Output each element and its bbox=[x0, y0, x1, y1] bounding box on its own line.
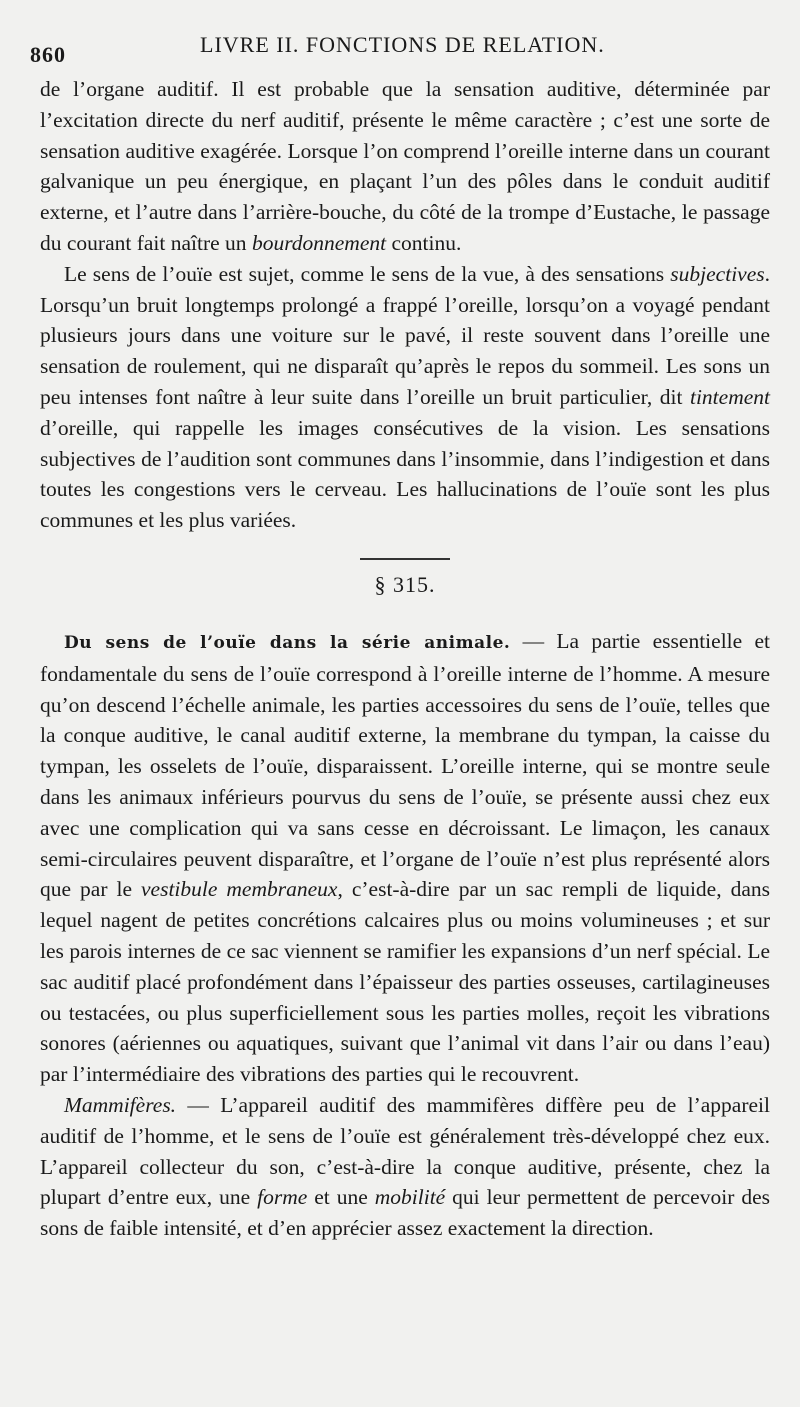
paragraph-2-text-a: Le sens de l’ouïe est sujet, comme le sens de la vue, à des sensations bbox=[64, 261, 671, 286]
paragraph-1-text-a: de l’organe auditif. Il est probable que la sensation auditive, déterminée par l’excitation directe du nerf auditif, présente le même caractère ; c’est une sorte de sensation auditive exagérée. Lorsque l’on comprend l’oreille interne dans un courant galvanique un peu énergique, en plaçant l’un des pôles dans le conduit auditif externe, et l’autre dans l’arrière-bouche, du côté de la trompe d’Eustache, le passage du courant fait naître un bbox=[40, 77, 770, 255]
page-header bbox=[30, 24, 770, 74]
paragraph-4-text-a: — L’appareil auditif des mammifères diffère peu de l’appareil auditif de l’homme, et le sens de l’ouïe est généralement très-développé chez eux. L’appareil collecteur du son, c’est-à-dire la conque auditive, présente, chez la plupart d’entre eux, une bbox=[40, 1092, 770, 1210]
paragraph-3-italic-a: vestibule membraneux bbox=[141, 877, 338, 902]
paragraph-4-lead-title: Mammifères. bbox=[64, 1092, 177, 1117]
paragraph-1-text-b: continu. bbox=[386, 230, 462, 255]
paragraph-3-text-a: — La partie essentielle et fondamentale du sens de l’ouïe correspond à l’oreille interne de l’homme. A mesure qu’on descend l’échelle animale, les parties accessoires du sens de l’ouïe, telles que la conque auditive, le canal auditif externe, la membrane du tympan, la caisse du tympan, les osselets de l’ouïe, disparaissent. L’oreille interne, qui se montre seule dans les animaux inférieurs pourvus du sens de l’ouïe, se présente aussi chez eux avec une complication qui va sans cesse en décroissant. Le limaçon, les canaux semi-circulaires peuvent disparaître, et l’organe de l’ouïe n’est plus représenté alors que par le bbox=[40, 628, 771, 902]
paragraph-2-italic-a: subjectives bbox=[670, 261, 765, 286]
bottom-margin bbox=[40, 1244, 770, 1264]
paragraph-1-italic-a: bourdonnement bbox=[251, 230, 387, 255]
section-divider bbox=[360, 558, 450, 560]
paragraph-3-lead-title: Du sens de l’ouïe dans la série animale. bbox=[64, 632, 511, 653]
paragraph-4-italic-a: forme bbox=[257, 1185, 308, 1210]
page-number: 860 bbox=[30, 42, 66, 67]
paragraph-2-text-c: d’oreille, qui rappelle les images consécutives de la vision. Les sensations subjectives de l’audition sont communes dans l’insommie, dans l’indigestion et dans toutes les congestions vers le cerveau. Les hallucinations de l’ouïe sont les plus communes et les plus variées. bbox=[40, 415, 770, 533]
paragraph-4-italic-b: mobilité bbox=[374, 1185, 446, 1210]
running-head: LIVRE II. FONCTIONS DE RELATION. bbox=[200, 32, 605, 57]
paragraph-4-text-b: et une bbox=[307, 1185, 375, 1210]
section-number: § 315. bbox=[374, 571, 436, 597]
paragraph-4 bbox=[40, 1090, 770, 1244]
paragraph-2-text-b: . Lorsqu’un bruit longtemps prolongé a frappé l’oreille, lorsqu’on a voyagé pendant plusieurs jours dans une voiture sur le pavé, il reste souvent dans l’oreille une sensation de roulement, qui ne disparaît qu’après le repos du sommeil. Les sons un peu intenses font naître à leur suite dans l’oreille un bruit particulier, dit bbox=[40, 261, 770, 409]
paragraph-3-text-b: , c’est-à-dire par un sac rempli de liquide, dans lequel nagent de petites concrétions calcaires plus ou moins volumineuses ; et sur les parois internes de ce sac viennent se ramifier les expansions d’un nerf spécial. Le sac auditif placé profondément dans l’épaisseur des parties osseuses, cartilagineuses ou testacées, ou plus superficiellement sous les parties molles, reçoit les vibrations sonores (aériennes ou aquatiques, suivant que l’animal vit dans l’air ou dans l’eau) par l’intermédiaire des vibrations des parties qui le recouvrent. bbox=[40, 877, 770, 1087]
paragraph-3 bbox=[40, 626, 770, 1090]
paragraph-1 bbox=[40, 74, 770, 259]
paragraph-4-text-c: qui leur permettent de percevoir des sons de faible intensité, et d’en apprécier assez exactement la direction. bbox=[40, 1185, 770, 1241]
paragraph-2 bbox=[40, 259, 770, 536]
paragraph-2-italic-b: tintement bbox=[689, 384, 770, 409]
